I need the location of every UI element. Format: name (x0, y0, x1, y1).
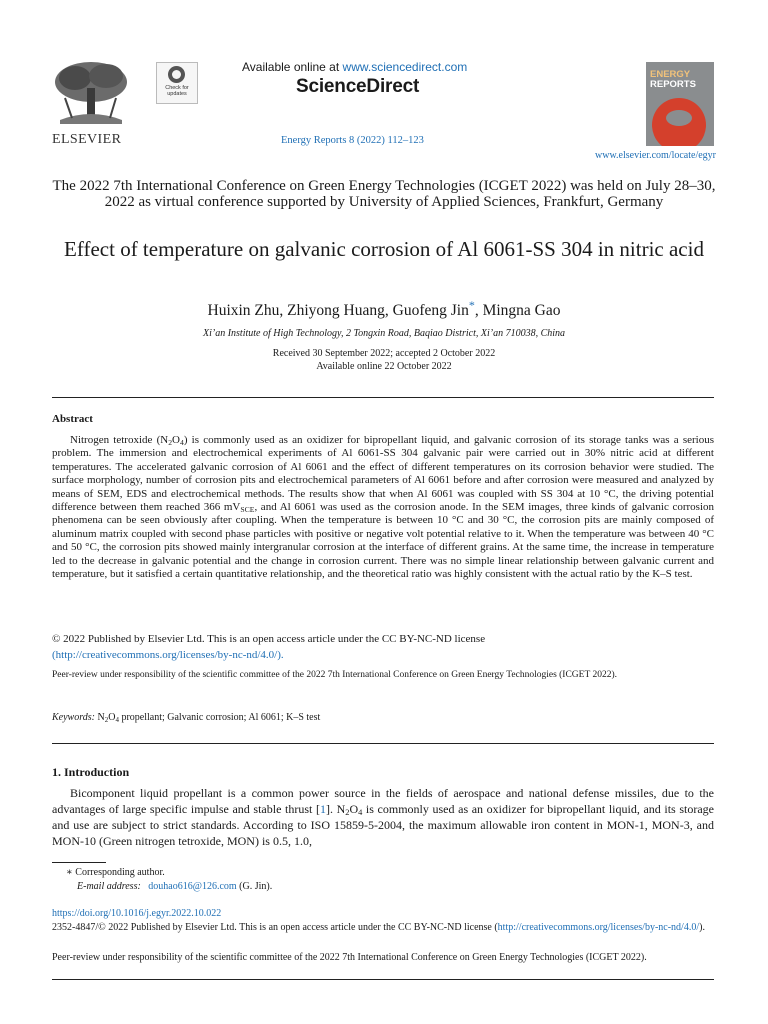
footnote-divider (52, 862, 106, 863)
keywords-label: Keywords: (52, 712, 95, 723)
author-list (52, 298, 716, 320)
introduction-text: Bicomponent liquid propellant is a common power source in the fields of aerospace and national defense missiles, due to the advantages of large specific impulse and stable thrust [1]. $N_2O_4$ is commonly used as an oxidizer for bipropellant liquid, and its storage and use are subject to strict standards. According to ISO 15859-5-2004, the maximum allowable iron content in MON-1, MON-3, and MON-10 (Green nitrogen tetroxide, MON) is 0.5, 1.0, (52, 786, 714, 848)
cover-title-line2: REPORTS (650, 79, 696, 90)
abstract-text: Nitrogen tetroxide $(N_2O_4)$ is commonly used as an oxidizer for bipropellant liquid, and galvanic corrosion of its storage tanks was a serious problem. The immersion and electrochemical experiments of Al 6061-SS 304 galvanic pair were carried out in 30% nitric acid at different temperatures. The accelerated galvanic corrosion of Al 6061 and the effect of different temperatures on its corrosion behavior were studied. The surface morphology, number of corrosion pits and electrochemical parameters of Al 6061 before and after corrosion were measured and analyzed by means of SEM, EDS and electrochemical methods. The results show that when Al 6061 was coupled with SS 304 at 10 °C, the driving potential difference between them reached 366 $mV_{SCE}$, and Al 6061 was used as the corrosion anode. In the SEM images, three kinds of galvanic corrosion phenomena can be seen obviously after coupling. When the temperature is between 10 °C and 30 °C, the corrosion pits are mainly composed of aluminum matrix coupled with second phase particles with positive or negative volt potential relative to it. When the temperature was between 40 °C and 50 °C, the corrosion pits showed mainly intergranular corrosion at the interface of different grains. At the same time, the increase in temperature led to the decrease in galvanic potential and the change in corrosion current. There was no simple linear relationship between galvanic current and temperature, but it satisfied a certain quantitative relationship, and the theoretical ratio was highly consistent with the actual ratio by the K–S test. (52, 434, 714, 581)
copyright-statement: 2352-4847/© 2022 Published by Elsevier Ltd. This is an open access article under the CC BY-NC-ND license (http://creativecommons.org/licenses/by-nc-nd/4.0/). (52, 922, 705, 933)
journal-cover[interactable] (646, 62, 714, 146)
publisher-name: ELSEVIER (52, 132, 122, 147)
divider (52, 397, 714, 398)
authors-after: , Mingna Gao (474, 302, 561, 320)
check-updates-icon (168, 66, 185, 83)
license-statement: © 2022 Published by Elsevier Ltd. This is an open access article under the CC BY-NC-ND license (http://creativecommons.org/licenses/by-nc-nd/4.0/). (52, 633, 486, 661)
section-heading-introduction: 1. Introduction (52, 765, 130, 779)
affiliation: Xi’an Institute of High Technology, 2 Tongxin Road, Baqiao District, Xi’an 710038, China (202, 328, 566, 339)
email-link[interactable]: douhao616@126.com (148, 881, 237, 892)
received-dates: Received 30 September 2022; accepted 2 October 2022 (272, 348, 496, 359)
cover-title-line1: ENERGY (650, 69, 691, 80)
email-note: E-mail address: douhao616@126.com (G. Jin). (77, 881, 273, 892)
available-online (242, 60, 467, 74)
keywords: Keywords: $N_2O_4$ propellant; Galvanic corrosion; Al 6061; K–S test (52, 712, 321, 724)
journal-homepage-link[interactable]: www.elsevier.com/locate/egyr (595, 150, 716, 161)
check-updates-label: Check for updates (165, 85, 189, 97)
sciencedirect-brand: ScienceDirect (296, 76, 420, 97)
reference-link[interactable]: 1 (319, 802, 326, 816)
email-label: E-mail address: (77, 881, 141, 892)
corresponding-author-note: ∗ Corresponding author. (66, 867, 165, 878)
tree-logo-icon (50, 58, 132, 128)
cover-e-icon (652, 98, 706, 146)
divider (52, 743, 714, 744)
available-prefix: Available online at (242, 60, 343, 74)
footer-peer-review: Peer-review under responsibility of the scientific committee of the 2022 7th International Conference on Green Energy Technologies (ICGET 2022). (52, 952, 647, 963)
doi-link[interactable]: https://doi.org/10.1016/j.egyr.2022.10.022 (52, 908, 222, 919)
authors-before: Huixin Zhu, Zhiyong Huang, Guofeng Jin (207, 302, 469, 320)
peer-review-note: Peer-review under responsibility of the scientific committee of the 2022 7th International Conference on Green Energy Technologies (ICGET 2022). (52, 670, 618, 680)
sciencedirect-link[interactable]: www.sciencedirect.com (342, 60, 468, 74)
divider (52, 979, 714, 980)
cc-license-link[interactable]: http://creativecommons.org/licenses/by-nc-nd/4.0/ (497, 922, 700, 933)
check-for-updates-badge[interactable] (156, 62, 198, 104)
corresponding-mark[interactable]: * (468, 298, 475, 312)
license-link[interactable]: (http://creativecommons.org/licenses/by-nc-nd/4.0/). (52, 649, 284, 661)
abstract-heading: Abstract (52, 413, 93, 425)
journal-reference[interactable]: Energy Reports 8 (2022) 112–123 (281, 135, 424, 146)
available-online-date: Available online 22 October 2022 (316, 361, 452, 372)
conference-note: The 2022 7th International Conference on Green Energy Technologies (ICGET 2022) was held on July 28–30, 2022 as virtual conference supported by University of Applied Sciences, Frankfurt, Germany (52, 178, 716, 210)
article-title: Effect of temperature on galvanic corrosion of Al 6061-SS 304 in nitric acid (64, 237, 704, 261)
